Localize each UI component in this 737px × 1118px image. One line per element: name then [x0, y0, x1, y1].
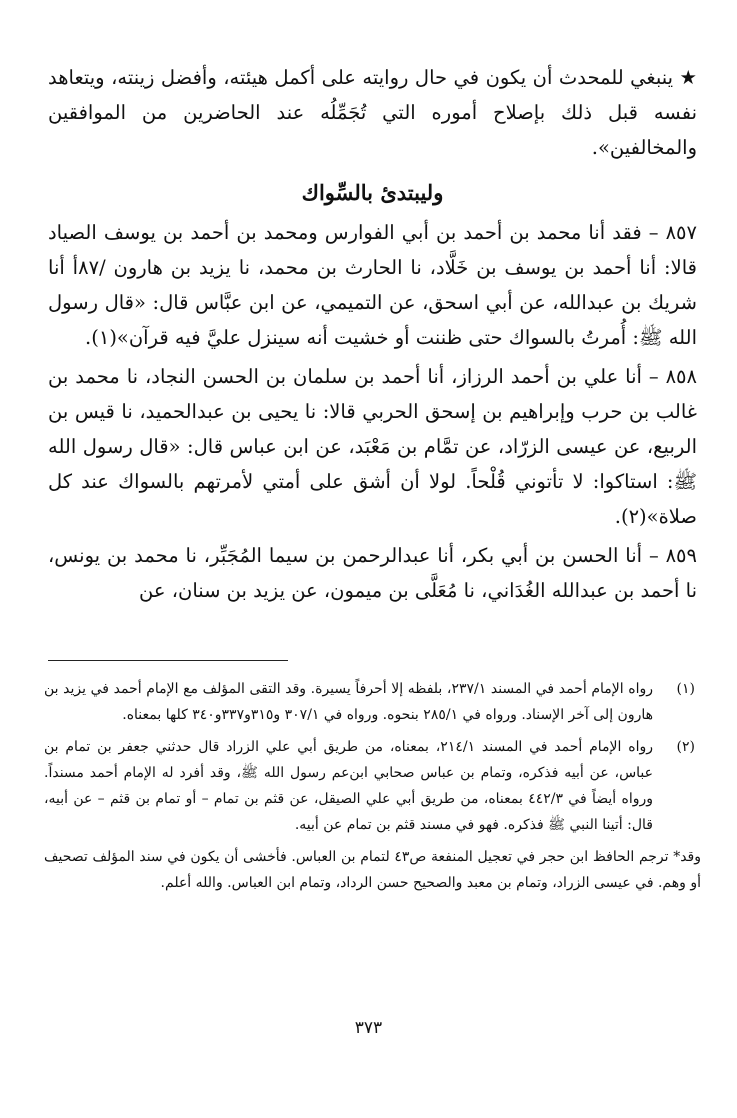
hadith-859: ٨٥٩ – أنا الحسن بن أبي بكر، أنا عبدالرحمن بن سيما المُجَبِّر، نا محمد بن يونس، نا أحمد بن عبدالله الغُدَاني، نا مُعَلَّى بن ميمون، عن يزيد بن سنان، عن: [48, 544, 697, 602]
footnote-separator: [48, 660, 288, 661]
footnote-1: [44, 676, 701, 728]
hadith-857: ٨٥٧ – فقد أنا محمد بن أحمد بن أبي الفوارس ومحمد بن أحمد بن يوسف الصياد قالا: أنا أحمد بن يوسف بن خَلَّاد، نا الحارث بن محمد، نا يزيد بن هارون /٨٧أ أنا شريك بن عبدالله، عن أبي اسحق، عن التميمي، عن ابن عبَّاس قال: «قال رسول الله ﷺ: أُمرتُ بالسواك حتى ظننت أو خشيت أنه سينزل عليَّ فيه قرآن»(١).: [48, 221, 697, 349]
footnotes: [44, 676, 701, 896]
footnote-text: رواه الإمام أحمد في المسند ٢١٤/١، بمعناه، من طريق أبي علي الزراد قال حدثني جعفر بن تمام بن عباس، عن أبيه فذكره، وتمام بن عباس صحابي ابن‌عم رسول الله ﷺ، وقد أفرد له الإمام أحمد مسنداً. ورواه أيضاً في ٤٤٢/٣ بمعناه، من طريق أبي علي الصيقل، عن قثم بن تمام – أو تمام بن قثم – عن أبيه، قال: أتينا النبي ﷺ فذكره. فهو في مسند قثم بن تمام عن أبيه.: [44, 739, 653, 833]
footnote-number: (١): [676, 681, 695, 697]
footnote-number: (٢): [676, 739, 695, 755]
hadith-858: ٨٥٨ – أنا علي بن أحمد الرزاز، أنا أحمد بن سلمان بن الحسن النجاد، نا محمد بن غالب بن حرب وإبراهيم بن إسحق الحربي قالا: نا يحيى بن عبدالحميد، نا قيس بن الربيع، عن عيسى الزرّاد، عن تمَّام بن مَعْبَد، عن ابن عباس قال: «قال رسول الله ﷺ: استاكوا: لا تأتوني قُلْحاً. لولا أن أشق على أمتي لأمرتهم بالسواك عند كل صلاة»(٢).: [48, 365, 697, 528]
section-heading: وليبتدئ بالسِّواك: [301, 180, 444, 205]
footnote-2: [44, 734, 701, 838]
main-text: [48, 60, 697, 608]
footnote-extra-note: وقد* ترجم الحافظ ابن حجر في تعجيل المنفعة ص٤٣ لتمام بن العباس. فأخشى أن يكون في سند المؤلف تصحيف أو وهم. في عيسى الزراد، وتمام بن معبد والصحيح حسن الرداد، وتمام ابن العباس. والله أعلم.: [44, 849, 701, 891]
page-number: ٣٧٣: [354, 1018, 383, 1038]
intro-paragraph: ★ ينبغي للمحدث أن يكون في حال روايته على أكمل هيئته، وأفضل زينته، ويتعاهد نفسه قبل ذلك بإصلاح أموره التي تُجَمِّلُه عند الحاضرين من الموافقين والمخالفين».: [48, 66, 697, 159]
footnote-text: رواه الإمام أحمد في المسند ٢٣٧/١، بلفظه إلا أحرفاً يسيرة. وقد التقى المؤلف مع الإمام أحمد في يزيد بن هارون إلى آخر الإسناد. ورواه في ٢٨٥/١ بنحوه. ورواه في ٣٠٧/١ و٣١٥و٣٣٧و٣٤٠ كلها بمعناه.: [44, 681, 653, 723]
